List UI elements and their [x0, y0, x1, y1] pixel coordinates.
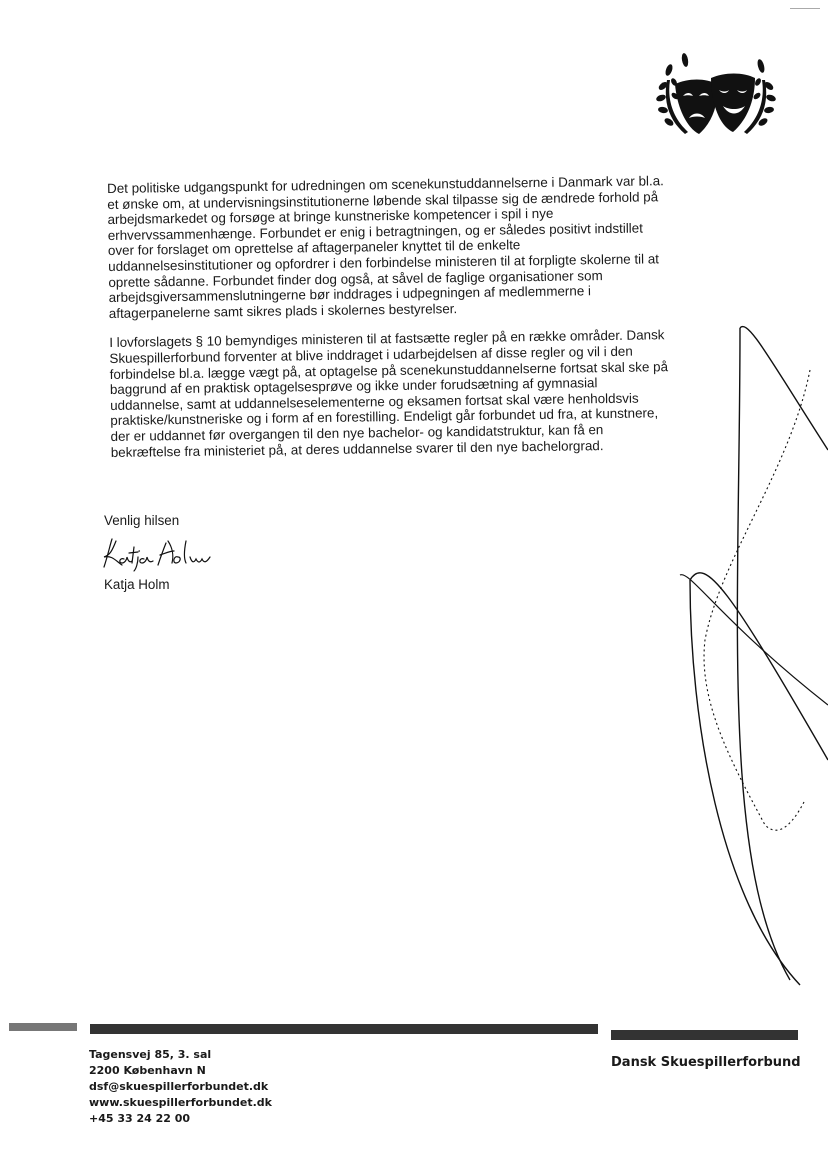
- organization-name: Dansk Skuespillerforbund: [611, 1055, 801, 1070]
- footer-divider-right: [611, 1030, 798, 1040]
- address-website[interactable]: www.skuespillerforbundet.dk: [89, 1096, 272, 1109]
- footer-divider-left: [9, 1023, 77, 1031]
- address-email[interactable]: dsf@skuespillerforbundet.dk: [89, 1080, 269, 1093]
- paragraph: I lovforslagets § 10 bemyndiges ministeren til at fastsætte regler på en række områder. Dansk Skuespillerforbund forventer at blive inddraget i udarbejdelsen af disse regler og vil i den forbindelse bl.a. lægge vægt på, at optagelse på scenekunstuddannelserne fortsat skal ske på baggrund af en praktisk optagelsesprøve og ikke under forudsætning af gymnasial uddannelse, samt at uddannelseselementerne og eksamen fortsat skal være henholdsvis praktiske/kunstneriske og i form af en forestilling. Endeligt går forbundet ud fra, at kunstnere, der er uddannet før overgangen til den nye bachelor- og kandidatstruktur, kan få en bekræftelse fra ministeriet på, at deres uddannelse svarer til den nye bachelorgrad.: [109, 327, 669, 460]
- signer-name: Katja Holm: [104, 577, 170, 592]
- closing-block: [104, 513, 220, 593]
- scan-edge-line: [790, 8, 820, 9]
- footer-divider-middle: [90, 1024, 598, 1034]
- theatre-masks-laurel-icon: [655, 42, 777, 142]
- signature: [100, 533, 220, 573]
- footer-address: [89, 1047, 272, 1127]
- address-street: Tagensvej 85, 3. sal: [89, 1048, 212, 1061]
- letter-body: [107, 173, 671, 474]
- paragraph: Det politiske udgangspunkt for udredningen om scenekunstuddannelserne i Danmark var bl.a. et ønske om, at undervisningsinstitutionerne løbende skal tilpasse sig de ændrede forhold på arbejdsmarkedet og forsøge at bringe kunstneriske kompetencer i spil i nye erhvervssammenhænge. Forbundet er enig i betragtningen, og er således positivt indstillet over for forslaget om oprettelse af aftagerpaneler knyttet til de enkelte uddannelsesinstitutioner og opfordrer i den forbindelse ministeren til at forpligte skolerne til at oprette sådanne. Forbundet finder dog også, at såvel de faglige organisationer som arbejdsgiversammenslutningerne bør inddrages i udpegningen af medlemmerne i aftagerpanelerne samt sikres plads i skolernes bestyrelser.: [107, 173, 664, 321]
- address-city: 2200 København N: [89, 1064, 206, 1077]
- closing-greeting: Venlig hilsen: [104, 513, 180, 528]
- address-phone: +45 33 24 22 00: [89, 1112, 191, 1125]
